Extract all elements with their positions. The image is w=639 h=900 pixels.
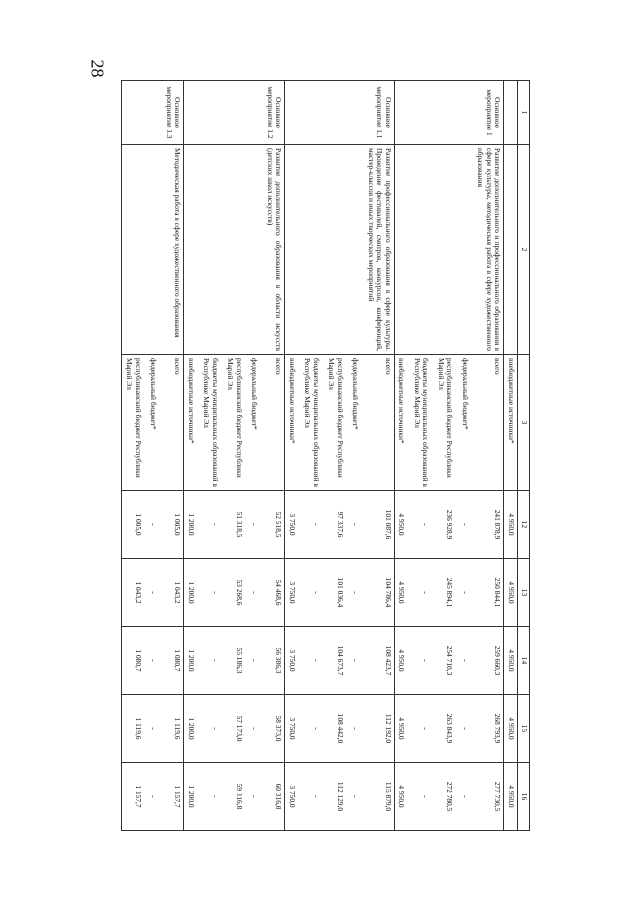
amount-cell: 1 043,2: [122, 559, 147, 627]
funding-source-cell: внебюджетные источники*: [504, 355, 518, 491]
amount-cell: 254 710,3: [434, 627, 458, 695]
event-name-cell: [434, 145, 458, 355]
event-code-cell: [434, 81, 458, 145]
table-row: [458, 81, 474, 831]
col-header: 12: [518, 491, 530, 559]
event-code-cell: Основное мероприятие 1: [474, 81, 504, 145]
amount-cell: 115 879,0: [364, 763, 394, 831]
funding-source-cell: всего: [162, 355, 184, 491]
amount-cell: 277 730,5: [474, 763, 504, 831]
amount-cell: 112 129,0: [325, 763, 349, 831]
amount-cell: 4 950,0: [504, 695, 518, 763]
amount-cell: 97 337,6: [325, 491, 349, 559]
col-header: 13: [518, 559, 530, 627]
amount-cell: 1 119,6: [162, 695, 184, 763]
budget-table: [122, 80, 531, 831]
col-header: 2: [518, 145, 530, 355]
event-name-cell: [325, 145, 349, 355]
funding-source-cell: бюджеты муниципальных образований в Республике Марий Эл: [200, 355, 224, 491]
event-name-cell: [410, 145, 434, 355]
amount-cell: 1 200,0: [184, 627, 200, 695]
amount-cell: 1 005,0: [122, 491, 147, 559]
event-name-cell: [458, 145, 474, 355]
event-code-cell: [147, 81, 163, 145]
event-code-cell: [349, 81, 365, 145]
funding-source-cell: республиканский бюджет Республики Марий Эл: [122, 355, 147, 491]
event-name-cell: [184, 145, 200, 355]
amount-cell: -: [200, 627, 224, 695]
table-row: [410, 81, 434, 831]
amount-cell: -: [458, 559, 474, 627]
amount-cell: 1 157,7: [122, 763, 147, 831]
amount-cell: 112 192,0: [364, 695, 394, 763]
amount-cell: 1 119,6: [122, 695, 147, 763]
amount-cell: -: [349, 559, 365, 627]
event-name-cell: [349, 145, 365, 355]
event-name-cell: [504, 145, 518, 355]
event-name-cell: [394, 145, 410, 355]
funding-source-cell: бюджеты муниципальных образований в Республике Марий Эл: [301, 355, 325, 491]
table-row: [301, 81, 325, 831]
event-code-cell: [184, 81, 200, 145]
table-row: [394, 81, 410, 831]
amount-cell: 108 442,0: [325, 695, 349, 763]
amount-cell: 101 036,4: [325, 559, 349, 627]
amount-cell: -: [410, 559, 434, 627]
amount-cell: 1 200,0: [184, 695, 200, 763]
amount-cell: 245 894,1: [434, 559, 458, 627]
event-name-cell: [200, 145, 224, 355]
funding-source-cell: всего: [263, 355, 285, 491]
amount-cell: -: [301, 627, 325, 695]
amount-cell: 4 950,0: [394, 763, 410, 831]
event-name-cell: [285, 145, 301, 355]
amount-cell: 1 200,0: [184, 763, 200, 831]
event-code-cell: [394, 81, 410, 145]
amount-cell: -: [147, 695, 163, 763]
funding-source-cell: федеральный бюджет*: [147, 355, 163, 491]
event-code-cell: [200, 81, 224, 145]
amount-cell: 4 950,0: [504, 491, 518, 559]
amount-cell: -: [248, 763, 264, 831]
amount-cell: -: [200, 695, 224, 763]
funding-source-cell: внебюджетные источники*: [285, 355, 301, 491]
col-header: 16: [518, 763, 530, 831]
amount-cell: -: [248, 559, 264, 627]
amount-cell: 58 373,0: [263, 695, 285, 763]
amount-cell: 250 844,1: [474, 559, 504, 627]
amount-cell: 57 173,0: [224, 695, 248, 763]
amount-cell: 108 423,7: [364, 627, 394, 695]
amount-cell: 51 318,5: [224, 491, 248, 559]
amount-cell: 4 950,0: [394, 491, 410, 559]
amount-cell: 104 786,4: [364, 559, 394, 627]
col-header: 14: [518, 627, 530, 695]
event-code-cell: [248, 81, 264, 145]
amount-cell: -: [410, 627, 434, 695]
amount-cell: 241 878,9: [474, 491, 504, 559]
col-header: 1: [518, 81, 530, 145]
amount-cell: 3 750,0: [285, 763, 301, 831]
amount-cell: 259 660,3: [474, 627, 504, 695]
event-code-cell: [224, 81, 248, 145]
table-row: [184, 81, 200, 831]
amount-cell: 1 200,0: [184, 559, 200, 627]
amount-cell: 3 750,0: [285, 559, 301, 627]
event-code-cell: [301, 81, 325, 145]
amount-cell: -: [458, 491, 474, 559]
amount-cell: -: [410, 763, 434, 831]
amount-cell: 104 673,7: [325, 627, 349, 695]
amount-cell: -: [458, 763, 474, 831]
funding-source-cell: федеральный бюджет*: [349, 355, 365, 491]
amount-cell: 53 268,6: [224, 559, 248, 627]
funding-source-cell: всего: [364, 355, 394, 491]
funding-source-cell: республиканский бюджет Республики Марий Эл: [325, 355, 349, 491]
amount-cell: -: [147, 627, 163, 695]
event-name-cell: Развитие дополнительного образования в области искусств (детских школ искусств): [263, 145, 285, 355]
col-header: 15: [518, 695, 530, 763]
event-code-cell: Основное мероприятие 1.1: [364, 81, 394, 145]
funding-source-cell: федеральный бюджет*: [458, 355, 474, 491]
amount-cell: -: [349, 695, 365, 763]
page-number: 28: [87, 59, 108, 78]
amount-cell: -: [248, 695, 264, 763]
event-name-cell: [248, 145, 264, 355]
table-row: [349, 81, 365, 831]
amount-cell: -: [147, 559, 163, 627]
amount-cell: -: [349, 491, 365, 559]
amount-cell: -: [410, 695, 434, 763]
event-code-cell: Основное мероприятие 1.3: [162, 81, 184, 145]
funding-source-cell: внебюджетные источники*: [184, 355, 200, 491]
amount-cell: -: [301, 763, 325, 831]
amount-cell: -: [200, 491, 224, 559]
event-code-cell: [122, 81, 147, 145]
event-name-cell: [224, 145, 248, 355]
amount-cell: 4 950,0: [394, 559, 410, 627]
amount-cell: -: [200, 763, 224, 831]
table-row: [504, 81, 518, 831]
amount-cell: 101 087,6: [364, 491, 394, 559]
funding-source-cell: бюджеты муниципальных образований в Республике Марий Эл: [410, 355, 434, 491]
amount-cell: -: [248, 627, 264, 695]
event-name-cell: Развитие дополнительного и профессионального образования в сфере культуры, методическая работа в сфере художественного образования: [474, 145, 504, 355]
amount-cell: -: [458, 627, 474, 695]
amount-cell: -: [147, 763, 163, 831]
amount-cell: -: [301, 695, 325, 763]
table-row: [325, 81, 349, 831]
funding-source-cell: федеральный бюджет*: [248, 355, 264, 491]
amount-cell: 4 950,0: [504, 559, 518, 627]
table-row: [147, 81, 163, 831]
table-row: [263, 81, 285, 831]
amount-cell: 263 843,9: [434, 695, 458, 763]
funding-source-cell: внебюджетные источники*: [394, 355, 410, 491]
event-code-cell: [285, 81, 301, 145]
rotated-table-container: [120, 80, 530, 830]
amount-cell: -: [349, 763, 365, 831]
table-row: [434, 81, 458, 831]
event-name-cell: Методическая работа в сфере художественного образования: [162, 145, 184, 355]
table-row: [200, 81, 224, 831]
amount-cell: 60 316,8: [263, 763, 285, 831]
amount-cell: 268 793,9: [474, 695, 504, 763]
amount-cell: 1 200,0: [184, 491, 200, 559]
table-row: [248, 81, 264, 831]
amount-cell: 56 386,3: [263, 627, 285, 695]
event-name-cell: Развитие профессионального образования в сфере культуры. Проведение фестивалей, смотров, конкурсов, конференций, мастер-классов и иных творческих мероприятий: [364, 145, 394, 355]
amount-cell: -: [349, 627, 365, 695]
event-name-cell: [301, 145, 325, 355]
table-row: [224, 81, 248, 831]
amount-cell: 52 518,5: [263, 491, 285, 559]
amount-cell: 3 750,0: [285, 491, 301, 559]
amount-cell: -: [458, 695, 474, 763]
amount-cell: -: [301, 559, 325, 627]
event-name-cell: [122, 145, 147, 355]
amount-cell: 236 928,9: [434, 491, 458, 559]
table-row: [285, 81, 301, 831]
event-code-cell: [504, 81, 518, 145]
amount-cell: 4 950,0: [504, 627, 518, 695]
amount-cell: -: [410, 491, 434, 559]
amount-cell: 55 186,3: [224, 627, 248, 695]
event-name-cell: [147, 145, 163, 355]
table-row: [474, 81, 504, 831]
funding-source-cell: всего: [474, 355, 504, 491]
event-code-cell: Основное мероприятие 1.2: [263, 81, 285, 145]
amount-cell: 4 950,0: [394, 695, 410, 763]
table-row: [122, 81, 147, 831]
funding-source-cell: республиканский бюджет Республики Марий Эл: [224, 355, 248, 491]
table-row: [364, 81, 394, 831]
header-row: [518, 81, 530, 831]
table-row: [162, 81, 184, 831]
amount-cell: 272 780,5: [434, 763, 458, 831]
amount-cell: 54 468,6: [263, 559, 285, 627]
amount-cell: 1 080,7: [162, 627, 184, 695]
amount-cell: 3 750,0: [285, 695, 301, 763]
amount-cell: 1 080,7: [122, 627, 147, 695]
amount-cell: 1 157,7: [162, 763, 184, 831]
amount-cell: -: [200, 559, 224, 627]
amount-cell: -: [147, 491, 163, 559]
amount-cell: 4 950,0: [394, 627, 410, 695]
event-code-cell: [410, 81, 434, 145]
amount-cell: 1 005,0: [162, 491, 184, 559]
event-code-cell: [458, 81, 474, 145]
col-header: 3: [518, 355, 530, 491]
amount-cell: -: [248, 491, 264, 559]
amount-cell: 59 116,8: [224, 763, 248, 831]
table-body: [122, 81, 518, 831]
amount-cell: -: [301, 491, 325, 559]
amount-cell: 3 750,0: [285, 627, 301, 695]
event-code-cell: [325, 81, 349, 145]
amount-cell: 4 950,0: [504, 763, 518, 831]
funding-source-cell: республиканский бюджет Республики Марий Эл: [434, 355, 458, 491]
amount-cell: 1 043,2: [162, 559, 184, 627]
